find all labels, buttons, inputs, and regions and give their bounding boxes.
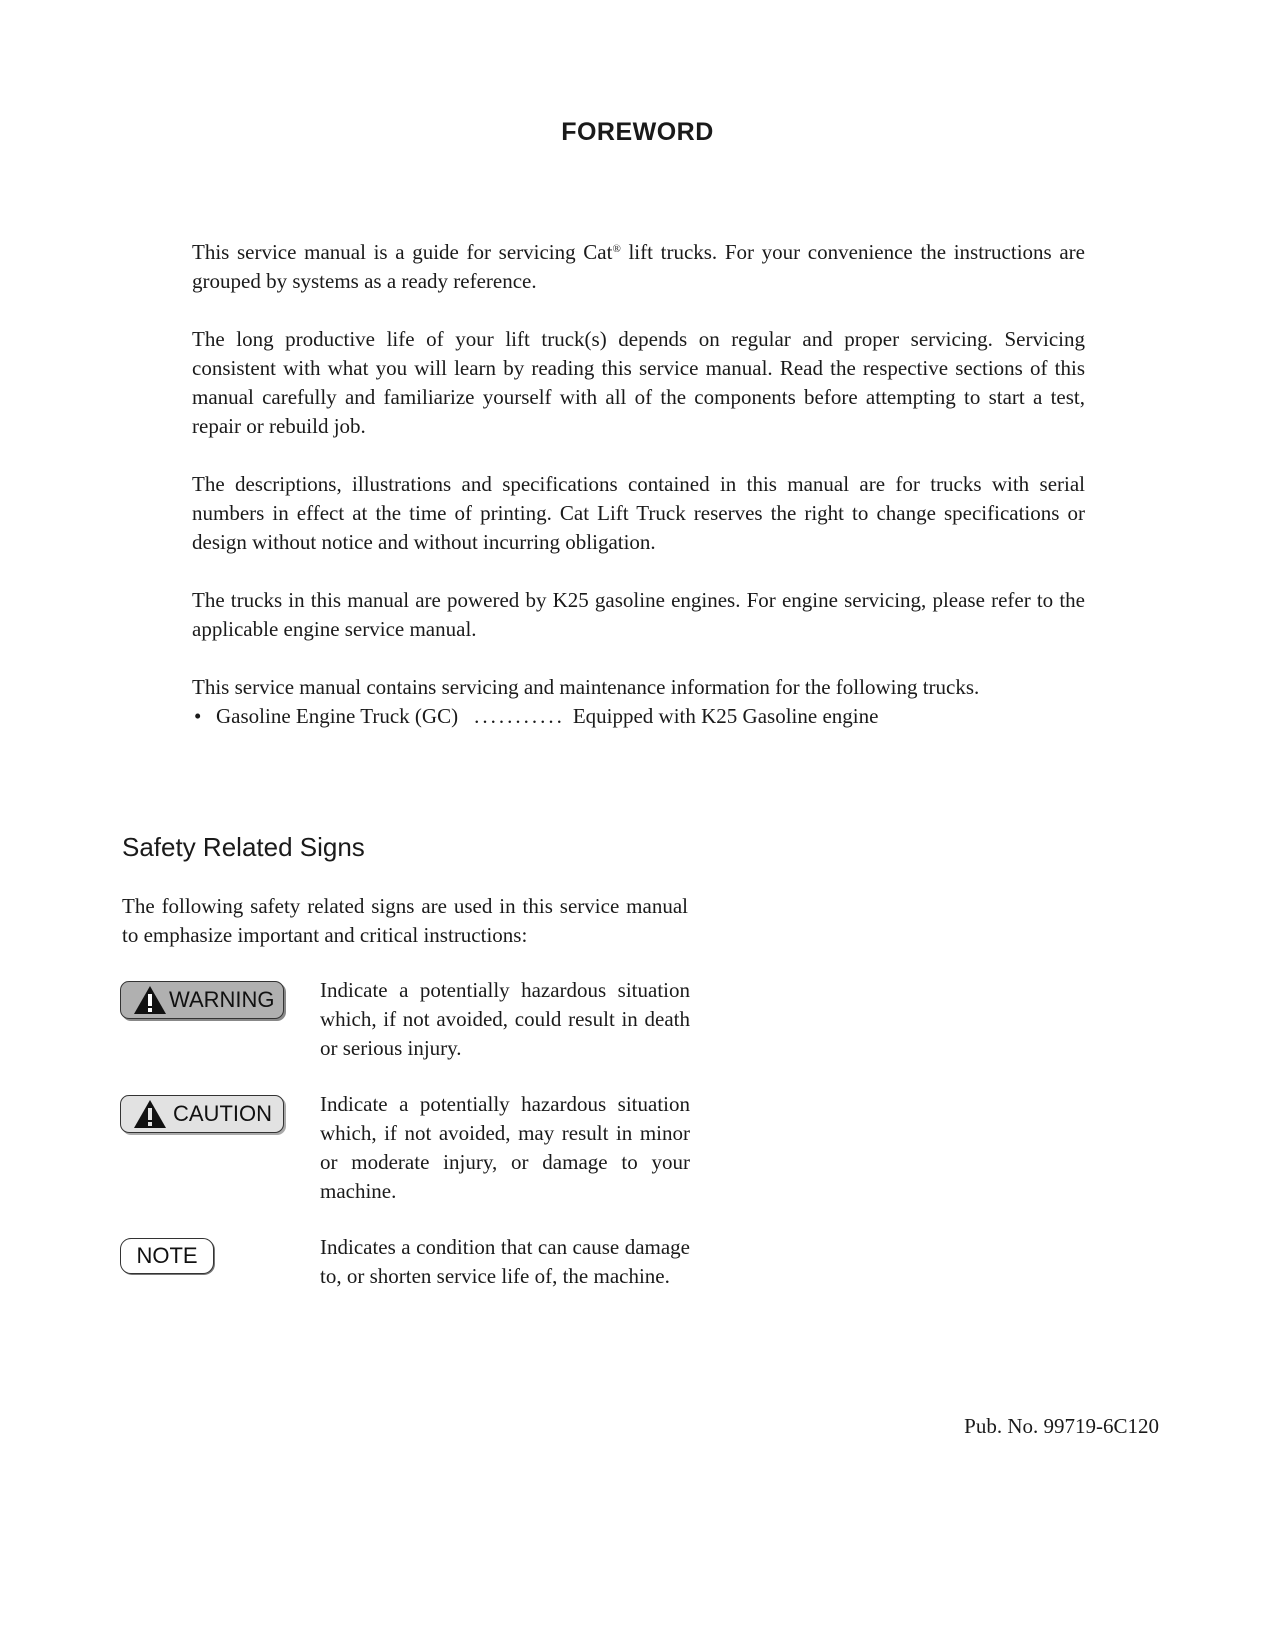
bullet-dot: •: [194, 704, 202, 728]
registered-mark: ®: [612, 243, 621, 255]
safety-intro: The following safety related signs are used in this service manual to emphasize important and critical instructions:: [122, 894, 688, 947]
truck-list-item: [192, 702, 1085, 731]
caution-description: Indicate a potentially hazardous situation which, if not avoided, may result in minor or moderate injury, or damage to your machine.: [320, 1092, 690, 1203]
foreword-paragraph-1-start: This service manual is a guide for servicing Cat: [192, 240, 613, 264]
foreword-paragraph-2: The long productive life of your lift truck(s) depends on regular and proper servicing. Servicing consistent with what you will learn by reading this service manual. Read the respective sections of this manual carefully and familiarize yourself with all of the components before attempting to start a test, repair or rebuild job.: [192, 327, 1085, 438]
page-title: FOREWORD: [561, 118, 714, 146]
truck-model: Gasoline Engine Truck (GC): [216, 704, 459, 728]
warning-label: WARNING: [169, 987, 275, 1012]
foreword-paragraph-4: The trucks in this manual are powered by K25 gasoline engines. For engine servicing, please refer to the applicable engine service manual.: [192, 588, 1085, 641]
publication-number: Pub. No. 99719-6C120: [964, 1414, 1159, 1438]
note-label: NOTE: [136, 1243, 198, 1268]
warning-description: Indicate a potentially hazardous situation which, if not avoided, could result in death or serious injury.: [320, 978, 690, 1060]
caution-label: CAUTION: [173, 1101, 272, 1126]
truck-equipment: Equipped with K25 Gasoline engine: [572, 704, 879, 728]
foreword-paragraph-1: [192, 238, 1085, 296]
foreword-paragraph-5: This service manual contains servicing and maintenance information for the following trucks.: [192, 675, 980, 699]
warning-triangle-icon: [133, 1099, 167, 1129]
foreword-paragraph-3: The descriptions, illustrations and specifications contained in this manual are for trucks with serial numbers in effect at the time of printing. Cat Lift Truck reserves the right to change specifications or design without notice and without incurring obligation.: [192, 472, 1085, 554]
warning-badge: [120, 981, 284, 1019]
caution-badge: [120, 1095, 284, 1133]
note-description: Indicates a condition that can cause damage to, or shorten service life of, the machine.: [320, 1235, 690, 1288]
foreword-body: [192, 238, 1085, 731]
foreword-paragraph-1-end: lift trucks. For your convenience the instructions are grouped by systems as a ready reference.: [192, 240, 1085, 293]
dot-leader: ...........: [474, 704, 565, 728]
warning-triangle-icon: [133, 985, 167, 1015]
note-badge: [120, 1238, 214, 1274]
safety-section-heading: Safety Related Signs: [122, 832, 365, 862]
